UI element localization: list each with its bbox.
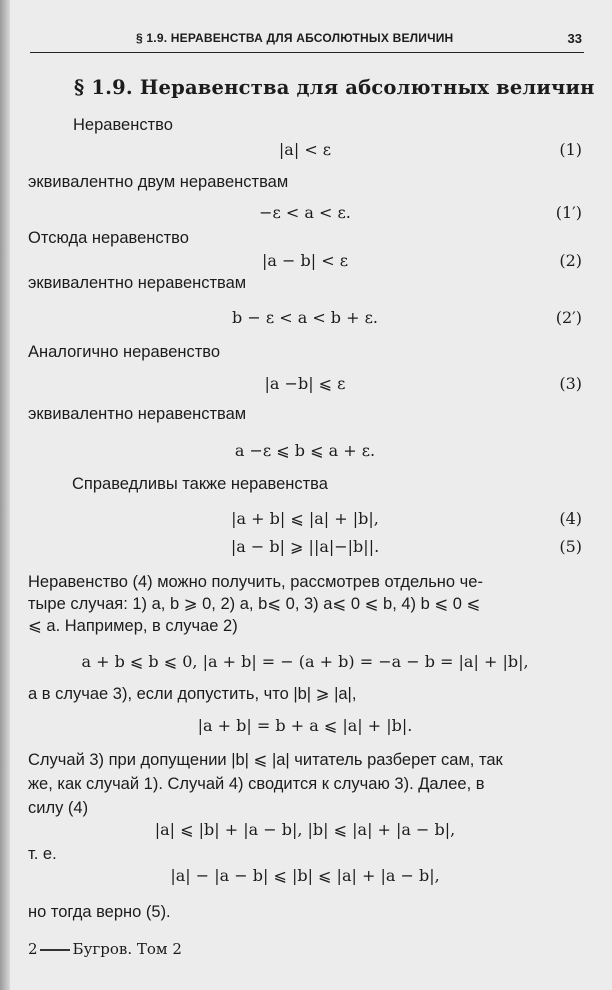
paragraph-line: эквивалентно неравенствам bbox=[28, 405, 247, 423]
paragraph-line: эквивалентно двум неравенствам bbox=[28, 173, 289, 191]
formula-6: a + b ⩽ b ⩽ 0, |a + b| = − (a + b) = −a − b = |a| + |b|, bbox=[81, 652, 529, 671]
formula-2: |a − b| < ε bbox=[261, 251, 348, 270]
paragraph-line: тыре случая: 1) a, b ⩾ 0, 2) a, b⩽ 0, 3) a⩽ 0 ⩽ b, 4) b ⩽ 0 ⩽ bbox=[28, 595, 481, 613]
equation-number: (2′) bbox=[555, 308, 582, 327]
paragraph-line: Справедливы также неравенства bbox=[72, 475, 328, 493]
equation-number: (5) bbox=[559, 537, 582, 556]
paragraph-line: Отсюда неравенство bbox=[28, 229, 189, 247]
formula-9: |a| − |a − b| ⩽ |b| ⩽ |a| + |a − b|, bbox=[170, 866, 440, 885]
paragraph-line: Случай 3) при допущении |b| ⩽ |a| читатель разберет сам, так bbox=[28, 751, 503, 769]
equation-number: (1′) bbox=[555, 203, 582, 222]
formula-7: |a + b| = b + a ⩽ |a| + |b|. bbox=[197, 716, 413, 735]
paragraph-line: эквивалентно неравенствам bbox=[28, 274, 247, 292]
running-header bbox=[30, 24, 584, 53]
formula-8: |a| ⩽ |b| + |a − b|, |b| ⩽ |a| + |a − b|, bbox=[154, 820, 456, 839]
sheet-number: 2 bbox=[28, 940, 38, 958]
paragraph-line: Неравенство (4) можно получить, рассмотрев отдельно че- bbox=[28, 573, 483, 591]
equation-number: (3) bbox=[559, 374, 582, 393]
running-title: § 1.9. НЕРАВЕНСТВА ДЛЯ АБСОЛЮТНЫХ ВЕЛИЧИН bbox=[136, 31, 454, 45]
section-heading: § 1.9. Неравенства для абсолютных величин bbox=[74, 76, 595, 99]
paragraph-line: силу (4) bbox=[28, 799, 89, 817]
formula-1-prime: −ε < a < ε. bbox=[259, 203, 351, 222]
formula-3-prime: a −ε ⩽ b ⩽ a + ε. bbox=[234, 441, 376, 460]
formula-5: |a − b| ⩾ ||a|−|b||. bbox=[230, 537, 380, 556]
footer-text: Бугров. Том 2 bbox=[72, 940, 182, 958]
formula-2-prime: b − ε < a < b + ε. bbox=[232, 308, 378, 327]
footer bbox=[28, 940, 182, 958]
equation-number: (4) bbox=[559, 509, 582, 528]
formula-4: |a + b| ⩽ |a| + |b|, bbox=[231, 509, 379, 528]
formula-1: |a| < ε bbox=[278, 140, 332, 159]
paragraph-line: но тогда верно (5). bbox=[28, 903, 171, 921]
footer-dash bbox=[40, 949, 70, 951]
equation-number: (1) bbox=[559, 140, 582, 159]
paragraph-line: т. е. bbox=[28, 845, 57, 863]
paragraph-line: а в случае 3), если допустить, что |b| ⩾ |a|, bbox=[28, 685, 357, 703]
formula-3: |a −b| ⩽ ε bbox=[264, 374, 346, 393]
paragraph-line: же, как случай 1). Случай 4) сводится к случаю 3). Далее, в bbox=[28, 775, 485, 793]
equation-number: (2) bbox=[559, 251, 582, 270]
paragraph-line: Аналогично неравенство bbox=[28, 343, 221, 361]
page-number: 33 bbox=[567, 31, 582, 46]
paragraph-line: ⩽ a. Например, в случае 2) bbox=[28, 617, 238, 635]
paragraph-line: Неравенство bbox=[73, 116, 173, 134]
